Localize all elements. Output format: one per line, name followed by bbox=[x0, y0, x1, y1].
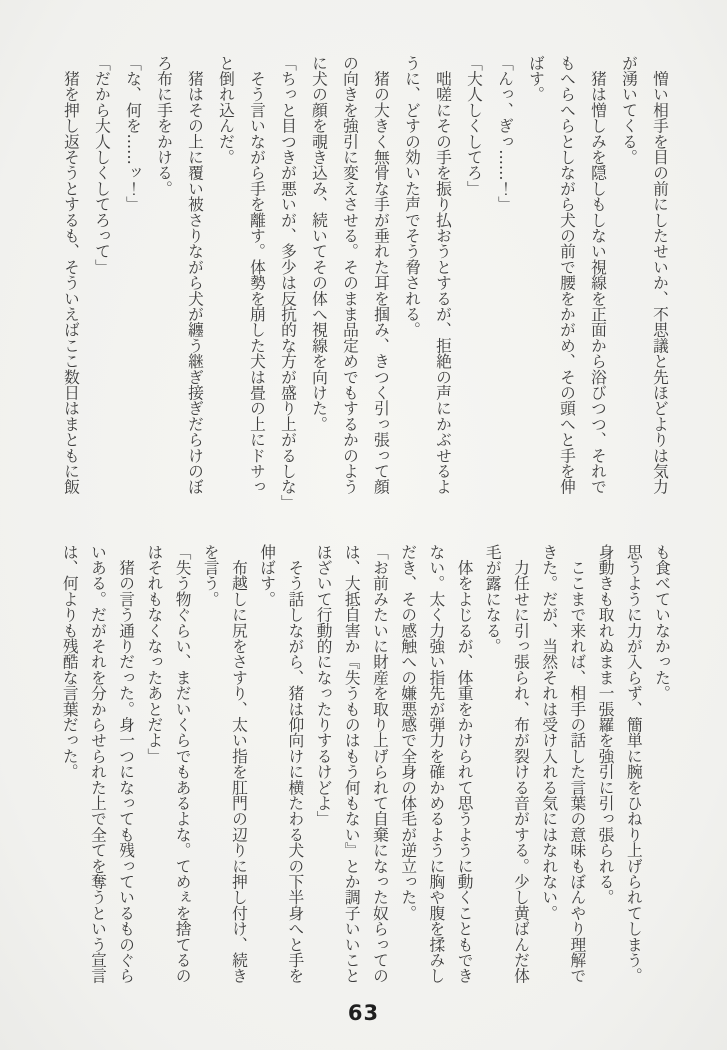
bottom-text-block bbox=[56, 544, 676, 992]
text-line: きた。だが、当然それは受け入れる気にはなれない。 bbox=[540, 544, 560, 921]
text-line: ここまで来れば、相手の話した言葉の意味もぼんやり理解で bbox=[568, 544, 588, 984]
text-line: 毛が露になる。 bbox=[483, 544, 503, 654]
text-line: そう話しながら、猪は仰向けに横たわる犬の下半身へと手を bbox=[286, 544, 306, 984]
text-line: 思うように力が入らず、簡単に腕をひねり上げられてしまう。 bbox=[624, 544, 644, 984]
text-line: ばす。 bbox=[527, 55, 546, 103]
text-line: 猪の大きく無骨な手が垂れた耳を掴み、きつく引っ張って顔 bbox=[372, 55, 391, 495]
top-text-block bbox=[56, 55, 676, 511]
text-line: ない。太く力強い指先が弾力を確かめるように胸や腹を揉みし bbox=[427, 544, 447, 984]
text-line: 「な、何を……ッ！」 bbox=[124, 55, 143, 212]
text-line: 猪はその上に覆い被さりながら犬が纏う継ぎ接ぎだらけのぼ bbox=[186, 55, 205, 495]
text-line: だき、その感触への嫌悪感で全身の体毛が逆立った。 bbox=[399, 544, 419, 921]
text-line: を言う。 bbox=[201, 544, 221, 607]
page-number: 63 bbox=[347, 1001, 380, 1025]
text-line: 「お前みたいに財産を取り上げられて自棄になった奴らっての bbox=[370, 544, 390, 984]
text-line: 「大人しくしてろ」 bbox=[465, 55, 484, 197]
text-line: は、何よりも残酷な言葉だった。 bbox=[60, 544, 80, 780]
text-line: の向きを強引に変えさせる。そのまま品定めでもするかのよう bbox=[341, 55, 360, 495]
text-line: 猪の言う通りだった。身一つになっても残っているものぐら bbox=[117, 544, 137, 984]
text-line: 力任せに引っ張られ、布が裂ける音がする。少し黄ばんだ体 bbox=[511, 544, 531, 984]
text-line: もへらへらとしながら犬の前で腰をかがめ、その頭へと手を伸 bbox=[558, 55, 577, 495]
text-line: 「んっ、ぎっ……！」 bbox=[496, 55, 515, 212]
text-line: は、大抵自害か『失うものはもう何もない』とか調子いいこと bbox=[342, 544, 362, 984]
text-line: が湧いてくる。 bbox=[620, 55, 639, 165]
text-line: いある。だがそれを分からせられた上で全てを奪うという宣言 bbox=[88, 544, 108, 984]
text-line: そう言いながら手を離す。体勢を崩した犬は畳の上にドサっ bbox=[248, 55, 267, 495]
text-line: うに、どすの効いた声でそう脅される。 bbox=[403, 55, 422, 338]
text-line: 猪を押し返そうとするも、そういえばここ数日はまともに飯 bbox=[62, 55, 81, 495]
text-line: 「ちっと目つきが悪いが、多少は反抗的な方が盛り上がるしな」 bbox=[279, 55, 298, 511]
text-line: ほざいて行動的になったりするけどよ」 bbox=[314, 544, 334, 827]
text-line: 咄嗟にその手を振り払おうとするが、拒絶の声にかぶせるよ bbox=[434, 55, 453, 495]
text-line: も食べていなかった。 bbox=[653, 544, 672, 701]
text-line: 布越しに尻をさすり、太い指を肛門の辺りに押し付け、続き bbox=[229, 544, 249, 984]
text-line: 猪は憎しみを隠しもしない視線を正面から浴びつつ、それで bbox=[589, 55, 608, 495]
text-line: に犬の顔を覗き込み、続いてその体へ視線を向けた。 bbox=[310, 55, 329, 432]
text-line: はそれもなくなったあとだよ」 bbox=[145, 544, 165, 764]
text-line: 体をよじるが、体重をかけられて思うように動くこともでき bbox=[455, 544, 475, 984]
text-line: と倒れ込んだ。 bbox=[217, 55, 236, 165]
text-line: 「だから大人しくしてろって」 bbox=[93, 55, 112, 275]
text-line: 「失う物ぐらい、まだいくらでもあるよな。てめぇを捨てるの bbox=[173, 544, 193, 984]
text-line: 身動きも取れぬまま一張羅を強引に引っ張られる。 bbox=[596, 544, 616, 906]
text-line: 伸ばす。 bbox=[258, 544, 278, 607]
text-line: 憎い相手を目の前にしたせいか、不思議と先ほどよりは気力 bbox=[651, 55, 670, 495]
text-line: ろ布に手をかける。 bbox=[155, 55, 174, 197]
